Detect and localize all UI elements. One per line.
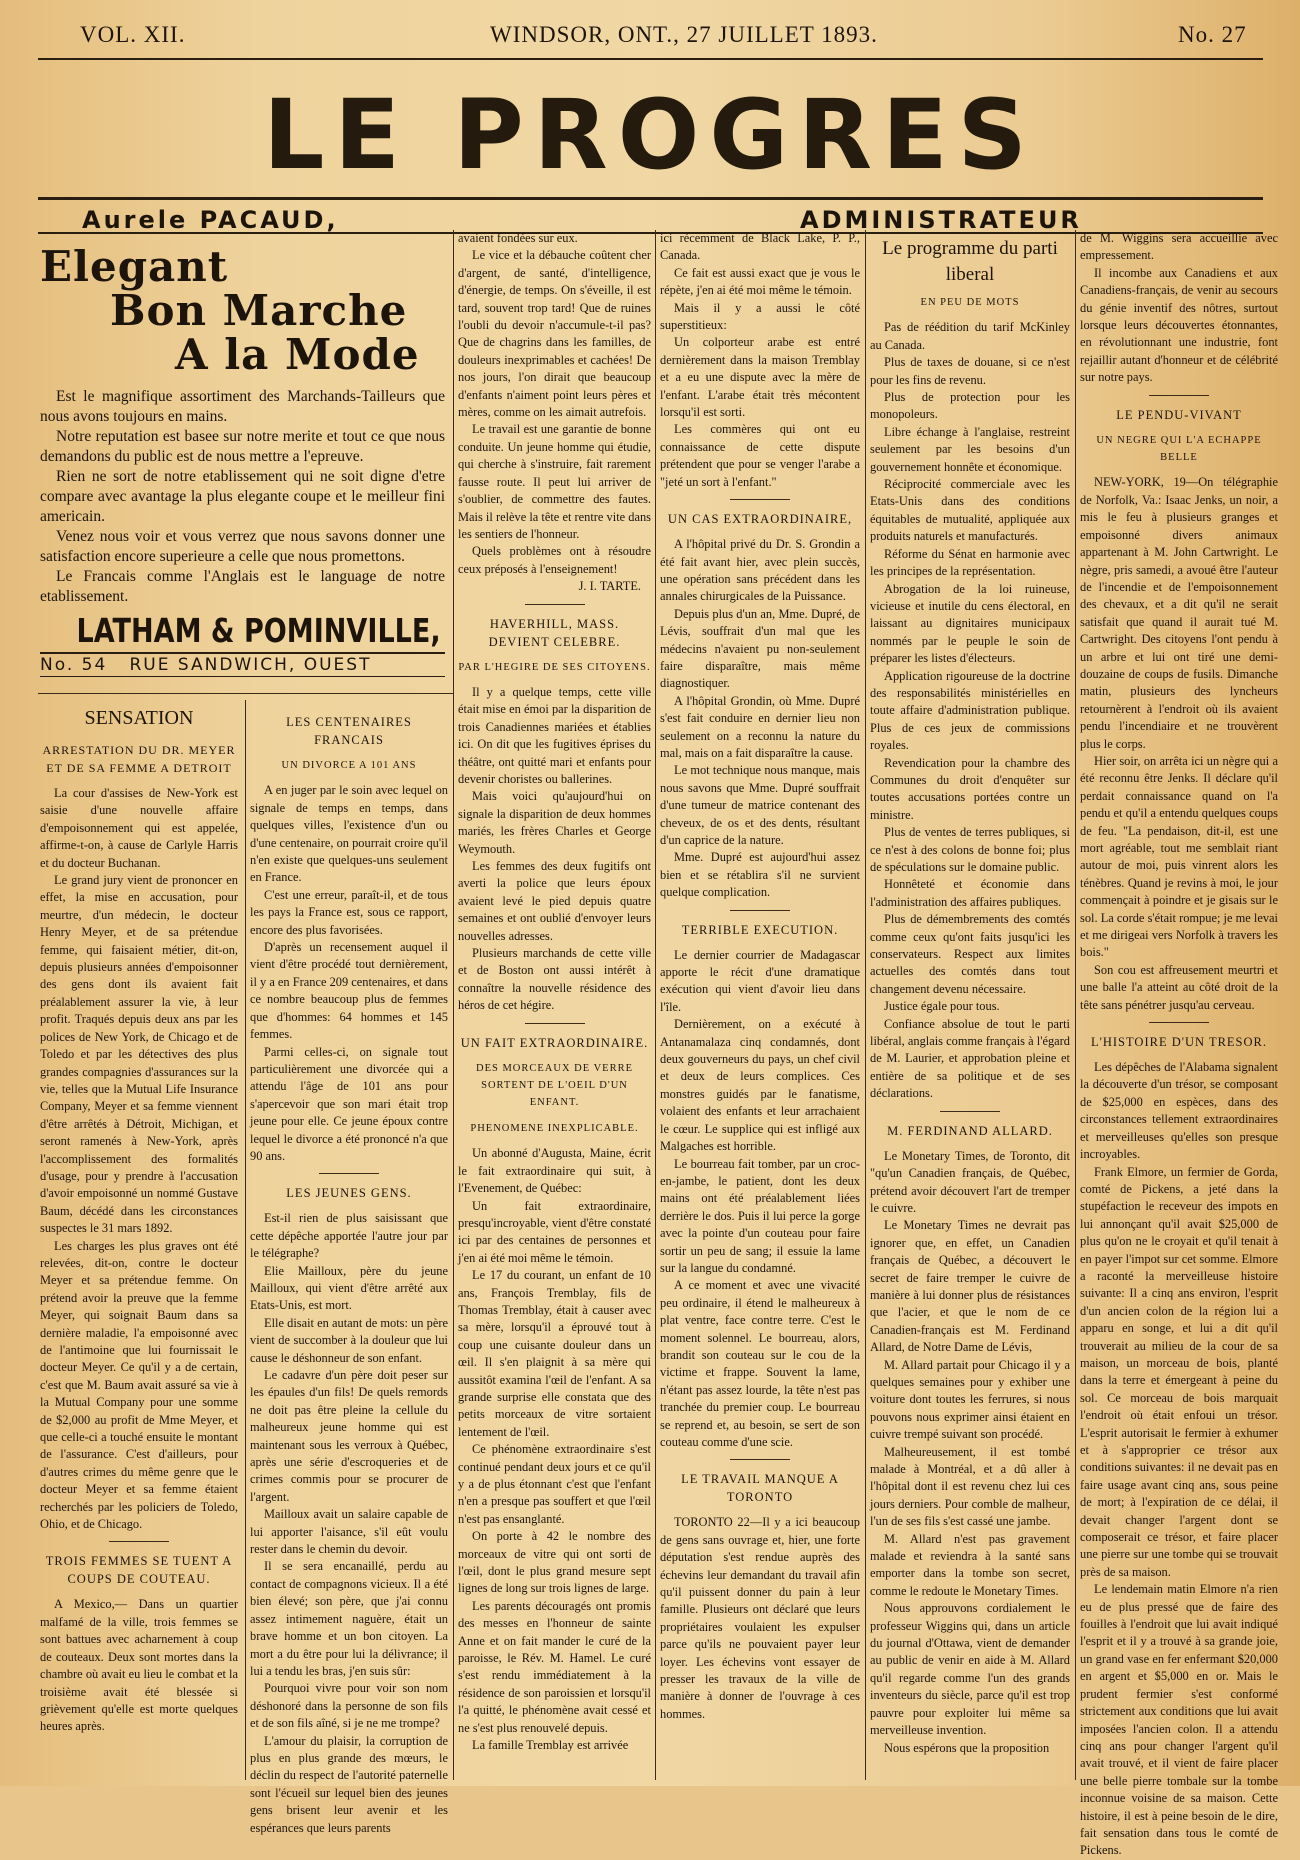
article-paragraph: M. Allard partait pour Chicago il y a quelques semaines pour y exhiber une voiture dont toutes les ferrures, si nous pouvons nous exprimer ainsi étaient en cuivre trempé suivant son procédé. (870, 1357, 1070, 1442)
article-paragraph: Plus de taxes de douane, si ce n'est pour les fins de revenu. (870, 355, 1070, 387)
address-street: RUE SANDWICH, OUEST (129, 655, 372, 675)
article-paragraph: M. Allard n'est pas gravement malade et reviendra à la santé sans emporter dans la tombe son secret, comme le redoute le Monetary Times. (870, 1531, 1070, 1598)
ad-line-a-la-mode: A la Mode (175, 330, 420, 379)
article-paragraph: NEW-YORK, 19—On télégraphie de Norfolk, Va.: Isaac Jenks, un noir, a mis le feu à plusieurs granges et empoisonné divers animaux appartenant à M. John Cartwright. Le nègre, pris samedi, a avoué être l'auteur de l'incendie et de l'empoisonnement des chevaux, et a dit qu'il ne serait satisfait que quand il aurait tué M. Cartwright. Des citoyens l'ont pendu à un arbre et lui ont tiré une demi-douzaine de coups de fusils. Dimanche matin, plusieurs des lyncheurs retournèrent à l'endroit où ils avaient pendu l'incendiaire et ne trouvèrent plus le corps. (1080, 475, 1278, 751)
column-6 (1080, 230, 1278, 1858)
separator (730, 1459, 790, 1460)
article-paragraph: Le cadavre d'un père doit peser sur les épaules d'un fils! De quels remords ne doit pas être pleine la cellule du malheureux jeune homme qui est maintenant sous les verroux à Québec, après une série d'escroqueries et de crimes commis pour se procurer de l'argent. (250, 1368, 448, 1504)
article-paragraph: Un colporteur arabe est entré dernièrement dans la maison Tremblay et a eu une dispute avec la mère de l'enfant. L'arabe était très mécontent lorsqu'il est sorti. (660, 335, 860, 420)
article-paragraph: Elle disait en autant de mots: un père vient de succomber à la douleur que lui cause le déshonneur de son enfant. (250, 1315, 448, 1365)
address-number: No. 54 (40, 655, 108, 675)
article-paragraph: Plus de ventes de terres publiques, si ce n'est à des colons de bonne foi; plus de spéculations sur le domaine public. (870, 825, 1070, 874)
article-title: TERRIBLE EXECUTION. (681, 922, 839, 937)
firm-name: LATHAM & POMINVILLE, (76, 611, 441, 650)
article-paragraph: Un abonné d'Augusta, Maine, écrit le fait extraordinaire qui suit, à l'Evenement, de Québec: (458, 1146, 651, 1196)
article-paragraph: Les commères qui ont eu connaissance de cette dispute prétendent que pour se venger l'arabe a "jeté un sort à l'enfant." (660, 422, 860, 489)
article-paragraph: Le lendemain matin Elmore n'a rien eu de plus pressé que de faire des fouilles à l'endroit que lui avait indiqué l'esprit et il y a trouvé à sa grande joie, un grand vase en fer enfermant $20,000 en argent et $5,000 en or. Mais le prudent fermier s'est conformé strictement aux conditions que lui avait imposées l'ancien colon. Il a attendu cinq ans pour changer l'argent qu'il avait trouvé, et il vient de faire placer une belle pierre tombale sur la tombe inconnue voisine de sa maison. Cette histoire, il est à peine besoin de le dire, fait sensation dans tous le comté de Pickens. (1080, 1582, 1278, 1858)
article-paragraph: D'après un recensement auquel il vient d'être procédé tout dernièrement, il y a en France 209 centenaires, et dans ce nombre beaucoup plus de femmes que d'hommes: 64 hommes et 145 femmes. (250, 940, 448, 1042)
article-paragraph: Libre échange à l'anglaise, restreint seulement par les besoins d'un gouvernement honnête et économique. (870, 424, 1070, 474)
column-1 (40, 703, 238, 1783)
article-paragraph: Le travail est une garantie de bonne conduite. Un jeune homme qui étudie, qui cherche à s'instruire, fait rarement fausse route. Il peut lui arriver de s'oublier, de commettre des fautes. Mais il relève la tête et rentre vite dans les sentiers de l'honneur. (458, 422, 651, 541)
article-paragraph: Le dernier courrier de Madagascar apporte le récit d'une dramatique exécution qui vient d'avoir lieu dans l'île. (660, 947, 860, 1014)
article-paragraph: Les femmes des deux fugitifs ont averti la police que leurs époux avaient levé le pied depuis quatre semaines et ont oublié d'envoyer leurs nouvelles adresses. (458, 859, 651, 943)
article-subtitle: PAR L'HEGIRE DE SES CITOYENS. (458, 661, 651, 673)
column-4 (660, 230, 860, 1780)
article-title: LES JEUNES GENS. (286, 1186, 412, 1201)
article-paragraph: Malheureusement, il est tombé malade à Montréal, et a dû aller à l'hôpital dont il est revenu chez lui ces jours derniers. Pour comble de malheur, l'un de ses fils s'est cassé une jambe. (870, 1444, 1070, 1529)
article-paragraph: Il se sera encanaillé, perdu au contact de compagnons vicieux. Il a été bien élevé; son père, que j'ai connu assez intimement naguère, était un brave homme et un bon citoyen. La mort a du être pour lui la délivrance; il lui a tendu les bras, j'en suis sûr: (250, 1559, 448, 1678)
column-2 (250, 703, 448, 1835)
admin-role: ADMINISTRATEUR (800, 206, 1082, 234)
article-subtitle: PHENOMENE INEXPLICABLE. (470, 1122, 639, 1134)
separator (1149, 395, 1209, 396)
article-paragraph: Le Monetary Times, de Toronto, dit "qu'un Canadien français, de Québec, prétend avoir découvert l'art de tremper le cuivre. (870, 1148, 1070, 1215)
place-date: WINDSOR, ONT., 27 JUILLET 1893. (490, 22, 878, 47)
article-paragraph: Réforme du Sénat en harmonie avec les principes de la représentation. (870, 546, 1070, 579)
article-paragraph: Le 17 du courant, un enfant de 10 ans, François Tremblay, fils de Thomas Tremblay, était à causer avec sa mère, lorsqu'il a éprouvé tout à coup une cuisante douleur dans un œil. Il s'en plaignit à sa mère qui aussitôt examina l'œil de l'enfant. A sa grande surprise elle constata que des petits morceaux de vitre sortaient lentement de l'œil. (458, 1268, 651, 1439)
separator (1149, 1022, 1209, 1023)
article-paragraph: de M. Wiggins sera accueillie avec empressement. (1080, 231, 1278, 263)
article-paragraph: Nous espérons que la proposition (884, 1740, 1050, 1755)
article-paragraph: Le vice et la débauche coûtent cher d'argent, de santé, d'intelligence, d'énergie, de temps. On s'éveille, il est tard, souvent trop tard! Que de ruines l'oubli du devoir n'accumule-t-il pas? Que de chagrins dans les familles, de douleurs inexprimables et cachées! De nos jours, l'on dirait que beaucoup d'enfants n'aiment point leurs pères et mères, comme on les aimait autrefois. (458, 248, 651, 420)
article-paragraph: Les charges les plus graves ont été relevées, dit-on, contre le docteur Meyer et sa prétendue femme. On prétend avoir la preuve que la femme Meyer, qui soignait Baum dans sa dernière maladie, l'a empoisonné avec de l'antimoine que lui fournissait le docteur Meyer. Ce qu'il y a de certain, c'est que M. Baum avait assuré sa vie à la Mutual Company pour une somme de $2,000 au profit de Mme Meyer, et que celle-ci a touché ensuite le montant de l'assurance. C'est d'ailleurs, pour d'autres crimes du même genre que le docteur Meyer et sa femme étaient recherchés par les policiers de Toledo, Ohio, et de Chicago. (40, 1238, 238, 1532)
separator (525, 1023, 585, 1024)
article-title: HAVERHILL, MASS. DEVIENT CELEBRE. (488, 616, 621, 649)
article-paragraph: Il y a quelque temps, cette ville était mise en émoi par la disparition de trois Canadiennes mariées et établies ici. On dit que les fugitives éprises du théâtre, ont quitté mari et enfants pour devenir choristes ou ballerines. (458, 684, 651, 786)
article-paragraph: Le bourreau fait tomber, par un croc-en-jambe, le patient, dont les deux mains ont été préalablement liées derrière le dos. Puis il lui perce la gorge avec la pointe d'un couteau pour faire sortir un peu de sang; il essuie la lame sur la langue du condamné. (660, 1156, 860, 1275)
ad-bottom-rule (38, 693, 453, 694)
article-paragraph: L'amour du plaisir, la corruption de plus en plus grande des mœurs, le déclin du respect de l'autorité paternelle sont l'écueil sur lequel bien des jeunes gens brisent leur avenir et les espérances que leurs parents (250, 1733, 448, 1835)
article-paragraph: Mais voici qu'aujourd'hui on signale la disparition de deux hommes mariés, les frères Charles et George Weymouth. (458, 789, 651, 856)
firm-address (40, 652, 445, 677)
article-paragraph: A Mexico,— Dans un quartier malfamé de la ville, trois femmes se sont battues avec acharnement à coup de couteaux. Deux sont mortes dans la chambre où avait eu lieu le combat et la troisième avait été blessée si grièvement qu'elle est morte quelques heures après. (40, 1597, 238, 1734)
separator (940, 1111, 1000, 1112)
article-paragraph: Mme. Dupré est aujourd'hui assez bien et se rétablira s'il ne survient quelque complication. (660, 850, 860, 900)
article-title: UN CAS EXTRAORDINAIRE, (667, 512, 853, 527)
article-paragraph: Mais il y a aussi le côté superstitieux: (660, 300, 860, 333)
article-paragraph: Le Monetary Times ne devrait pas ignorer que, en effet, un Canadien français de Québec, a découvert le secret de faire tremper le cuivre de manière à lui donner plus de résistances que l'acier, et que le nom de ce Canadien-français est M. Ferdinand Allard, de Notre Dame de Lévis, (870, 1218, 1070, 1355)
article-paragraph: TORONTO 22—Il y a ici beaucoup de gens sans ouvrage et, hier, une forte députation s'est rendue auprès des échevins leur demandant du travail afin qu'il puissent donner du pain à leur famille. Plusieurs ont déclaré que leurs propriétaires voulaient les expulser parce qu'ils ne pouvaient payer leur loyer. Les échevins vont essayer de presser les travaux de la ville de manière à donner de l'ouvrage à ces hommes. (660, 1515, 860, 1721)
ad-line-bon-marche: Bon Marche (110, 286, 408, 335)
article-title: SENSATION (84, 707, 194, 729)
ad-line-elegant: Elegant (40, 242, 229, 291)
tailor-advertisement (40, 235, 445, 677)
article-paragraph: Ce phénomène extraordinaire s'est continué pendant deux jours et ce qu'il y a de plus étonnant c'est que l'enfant n'en a presque pas souffert et que l'œil n'est pas ensanglanté. (458, 1442, 651, 1526)
issue-number: No. 27 (1178, 22, 1247, 47)
ad-paragraph: Notre reputation est basee sur notre merite et tout ce que nous demandons du public est de nous mettre a l'epreuve. (40, 428, 445, 465)
separator (730, 910, 790, 911)
article-paragraph: Ce fait est aussi exact que je vous le répète, j'en ai été moi même le témoin. (660, 265, 860, 298)
masthead-title: LE PROGRES (263, 79, 1037, 191)
article-paragraph: Plus de démembrements des comtés comme ceux qu'ont faits jusqu'ici les conservateurs. Respect aux limites actuelles des comtés dans tout changement devenu nécessaire. (870, 912, 1070, 996)
article-subtitle: UN DIVORCE A 101 ANS (281, 760, 417, 771)
column-divider (245, 700, 246, 1780)
article-paragraph: Abrogation de la loi ruineuse, vicieuse et inutile du cens électoral, en laissant au dignitaires municipaux nommés par le peuple le soin de préparer les listes d'électeurs. (870, 581, 1070, 666)
column-divider (1075, 230, 1076, 1780)
separator (525, 604, 585, 605)
article-paragraph: A l'hôpital privé du Dr. S. Grondin a été fait avant hier, avec plein succès, une opération sans précédent dans les annales chirurgicales de la Puissance. (660, 537, 860, 604)
article-title: LE TRAVAIL MANQUE A TORONTO (681, 1472, 839, 1505)
article-paragraph: Le mot technique nous manque, mais nous savons que Mme. Dupré souffrait d'une tumeur de matrice contenant des cheveux, de os et des dents, résultant d'un caprice de la nature. (660, 763, 860, 847)
article-title: LES CENTENAIRES FRANCAIS (286, 715, 412, 747)
separator (109, 1541, 169, 1542)
article-paragraph: On porte à 42 le nombre des morceaux de vitre qui ont sorti de l'œil, dont le plus grand mesure sept lignes de long sur trois lignes de large. (458, 1529, 651, 1596)
header-rule-top (38, 58, 1263, 60)
article-paragraph: Nous approuvons cordialement le professeur Wiggins qui, dans un article du journal d'Ottawa, vient de demander au public de venir en aide à M. Allard qu'il regarde comme l'un des grands inventeurs du siècle, parce qu'il est trop pauvre pour exploiter lui même sa merveilleuse invention. (870, 1601, 1070, 1738)
article-title: Le programme du parti liberal (882, 238, 1058, 285)
article-paragraph: Dernièrement, on a exécuté à Antanamalaza cinq condamnés, dont deux gouverneurs du pays, un chef civil et deux de leurs complices. Ces monstres guidés par le fanatisme, volaient des enfants et leur arrachaient le cœur. Le supplice qui est infligé aux Malgaches est horrible. (660, 1017, 860, 1154)
article-paragraph: A en juger par le soin avec lequel on signale de temps en temps, dans quelques villes, l'existence d'un ou d'une centenaire, on pourrait croire qu'il n'en existe que quelques-uns seulement en France. (250, 783, 448, 885)
article-paragraph: Elie Mailloux, père du jeune Mailloux, qui vient d'être arrêté aux Etats-Unis, est mort. (250, 1263, 448, 1313)
ad-paragraph: Venez nous voir et vous verrez que nous savons donner une satisfaction encore superieure a celle que nous promettons. (40, 528, 445, 565)
article-subtitle: EN PEU DE MOTS (920, 297, 1020, 308)
header-rule-mid (38, 197, 1263, 200)
column-5 (870, 230, 1070, 1780)
column-divider (865, 230, 866, 1780)
column-3 (458, 230, 651, 1780)
article-paragraph: Quels problèmes ont à résoudre ceux préposés à l'enseignement! (458, 544, 651, 576)
article-paragraph: Pourquoi vivre pour voir son nom déshonoré dans la personne de son fils et de son fils aîné, si je ne me trompe? (250, 1681, 448, 1731)
article-paragraph: Honnêteté et économie dans l'administration des affaires publiques. (870, 877, 1070, 909)
article-paragraph: Les dépêches de l'Alabama signalent la découverte d'un trésor, se composant de $25,000 en espèces, dans des circonstances tellement extraordinaires et merveilleuses qu'elles son presque incroyables. (1080, 1060, 1278, 1162)
column-divider (453, 230, 454, 1780)
article-subtitle: ARRESTATION DU DR. MEYER ET DE SA FEMME A DETROIT (42, 743, 236, 775)
article-title: TROIS FEMMES SE TUENT A COUPS DE COUTEAU. (45, 1554, 233, 1587)
article-paragraph: Mailloux avait un salaire capable de lui apporter l'aisance, s'il eût voulu rester dans le chemin du devoir. (250, 1507, 448, 1557)
article-title: LE PENDU-VIVANT (1116, 407, 1242, 422)
ad-paragraph: Le Francais comme l'Anglais est le language de notre etablissement. (40, 568, 445, 605)
ad-paragraph: Rien ne sort de notre etablissement qui ne soit digne d'etre compare avec avantage la plus elegante coupe et le meilleur fini americain. (40, 468, 445, 525)
article-paragraph: Est-il rien de plus saisissant que cette dépêche apportée l'autre jour par le télégraphe? (250, 1211, 448, 1261)
article-paragraph: Confiance absolue de tout le parti libéral, anglais comme français à l'égard de M. Laurier, et approbation pleine et entière de sa politique et de ses déclarations. (870, 1016, 1070, 1101)
separator (319, 1173, 379, 1174)
article-paragraph: La cour d'assises de New-York est saisie d'une nouvelle affaire d'empoisonnement qui est appelée, affirme-t-on, à cause de Carlyle Harris et du docteur Buchanan. (40, 786, 238, 870)
article-paragraph: Justice égale pour tous. (884, 999, 1000, 1014)
article-paragraph: Parmi celles-ci, on signale tout particulièrement une divorcée qui a attendu l'âge de 101 ans pour s'apercevoir que son mari était trop jeune pour elle. Ce jeune époux contre lequel le divorce a été prononcé n'a que 90 ans. (250, 1044, 448, 1163)
article-paragraph: Les parents découragés ont promis des messes en l'honneur de sainte Anne et on fait mander le curé de la paroisse, le Rév. M. Hamel. Le curé s'est rendu immédiatement à la résidence de son paroissien et lorsqu'il l'a quitté, le phénomène avait cessé et ne s'est plus renouvelé depuis. (458, 1598, 651, 1735)
article-paragraph: C'est une erreur, paraît-il, et de tous les pays la France est, sous ce rapport, encore des plus favorisées. (250, 887, 448, 937)
article-title: M. FERDINAND ALLARD. (887, 1123, 1053, 1138)
article-paragraph: Depuis plus d'un an, Mme. Dupré, de Lévis, souffrait d'un mal que les médecins n'avaient pu non-seulement faire disparaître, mais même diagnostiquer. (660, 606, 860, 691)
volume-label: VOL. XII. (80, 22, 186, 47)
article-title: UN FAIT EXTRAORDINAIRE. (460, 1035, 649, 1050)
article-paragraph: Revendication pour la chambre des Communes du droit d'enquêter sur toutes accusations portées contre un ministre. (870, 755, 1070, 822)
article-paragraph: Frank Elmore, un fermier de Gorda, comté de Pickens, a jeté dans la stupéfaction le receveur des impots en lui annonçant qu'il avait $25,000 de plus qu'on ne le croyait et qu'il tenait à en payer l'impot sur cet somme. Elmore a raconté la merveilleuse histoire suivante: Il a cinq ans environ, l'esprit d'un ancien colon de la région lui a apparu en songe, et lui a dit qu'il trouverait au milieu de la cour de sa maison, un morceau de bois, planté dans la terre et émergeant à peine du sol. Ce morceau de bois marquait l'endroit où était enfoui un trésor. L'esprit autorisait le fermier à exhumer et à s'approprier ce trésor aux conditions suivantes: il ne devait pas en faire usage avant cinq ans, sous peine de mort; à l'expiration de ce délai, il devait changer l'argent dont se composerait ce trésor, et faire placer une pierre sur une tombe qui se trouvait près de sa maison. (1080, 1164, 1278, 1579)
article-paragraph: Application rigoureuse de la doctrine des responsabilités ministérielles en toute affaire d'administration publique. Plus de ces jeux de commissions royales. (870, 668, 1070, 753)
article-paragraph: Plus de protection pour les monopoleurs. (870, 390, 1070, 422)
article-paragraph: Hier soir, on arrêta ici un nègre qui a été reconnu être Jenks. Il déclare qu'il perdait connaissance quand on l'a pendu et qu'il a entendu quelques coups de feu. "La pendaison, dit-il, est une mort agréable, tout me semblait riant autour de moi, puis vinrent alors les ténèbres. Quand je revins à moi, le jour commençait à poindre et je gisais sur le sol. La corde s'était rompue; je me levai et me dirigeai vers Norfolk à travers les bois." (1080, 753, 1278, 960)
admin-name: Aurele PACAUD, (82, 206, 339, 234)
article-paragraph: Réciprocité commerciale avec les Etats-Unis dans des conditions équitables de mutualité, appliquée aux produits naturels et manufacturés. (870, 477, 1070, 544)
article-paragraph: ici récemment de Black Lake, P. P., Canada. (660, 231, 860, 263)
article-title: L'HISTOIRE D'UN TRESOR. (1090, 1035, 1267, 1050)
article-paragraph: Son cou est affreusement meurtri et une balle l'a atteint au côté droit de la tête sans pénétrer jusqu'au cerveau. (1080, 962, 1278, 1012)
article-signature: J. I. TARTE. (578, 579, 641, 594)
ad-paragraph: Est le magnifique assortiment des Marchands-Tailleurs que nous avons toujours en mains. (40, 388, 445, 425)
separator (730, 499, 790, 500)
article-paragraph: Il incombe aux Canadiens et aux Canadiens-français, de venir au secours du génie inventif des nôtres, surtout lorsque leurs découvertes étonnantes, en révolutionnant une industrie, font rejaillir autant d'honneur et de célébrité sur notre pays. (1080, 265, 1278, 385)
article-paragraph: Le grand jury vient de prononcer en effet, la mise en accusation, pour meurtre, d'un médecin, le docteur Henry Meyer, et de sa prétendue femme, qui faisaient métier, dit-on, depuis plusieurs années d'empoisonner des gens dont ils avaient fait préalablement assurer la vie, à leur profit. Traqués depuis deux ans par les polices de New York, de Chicago et de Toledo et par les détectives des plus grandes compagnies d'assurances sur la vie, telles que la Mutual Life Insurance Company, Meyer et sa femme viennent d'être arrêtés à Détroit, Michigan, et seront ramenés à New-York, après l'accomplissement des formalités d'usage, pour y prendre à l'accusation d'avoir empoisonné un nommé Gustave Baum, décédé dans les circonstances suspectes le 31 mars 1892. (40, 873, 238, 1236)
article-subtitle: UN NEGRE QUI L'A ECHAPPE BELLE (1096, 434, 1262, 464)
article-paragraph: Pas de réédition du tarif McKinley au Canada. (870, 320, 1070, 352)
article-paragraph: A ce moment et avec une vivacité peu ordinaire, il étend le malheureux à plat ventre, face contre terre. C'est le moment solennel. Le bourreau, alors, brandit son couteau sur le cou de la victime et frappe. Souvent la lame, n'étant pas assez lourde, la tête n'est pas tranchée du premier coup. Le bourreau se reprend et, au besoin, se sert de son couteau comme d'une scie. (660, 1278, 860, 1449)
article-paragraph: avaient fondées sur eux. (458, 231, 578, 245)
article-paragraph: Plusieurs marchands de cette ville et de Boston ont aussi intérêt à connaître la nouvelle résidence des héros de cet hégire. (458, 946, 651, 1013)
article-paragraph: La famille Tremblay est arrivée (472, 1738, 629, 1753)
column-divider (655, 230, 656, 1780)
article-subtitle: DES MORCEAUX DE VERRE SORTENT DE L'OEIL D'UN ENFANT. (475, 1062, 634, 1109)
article-paragraph: Un fait extraordinaire, presqu'incroyable, vient d'être constaté ici par des centaines de personnes et j'en ai été moi même le témoin. (458, 1198, 651, 1265)
article-paragraph: A l'hôpital Grondin, où Mme. Dupré s'est fait conduire en dernier lieu non seulement on a reconnu la nature du mal, mais on a fait disparaître la cause. (660, 693, 860, 760)
